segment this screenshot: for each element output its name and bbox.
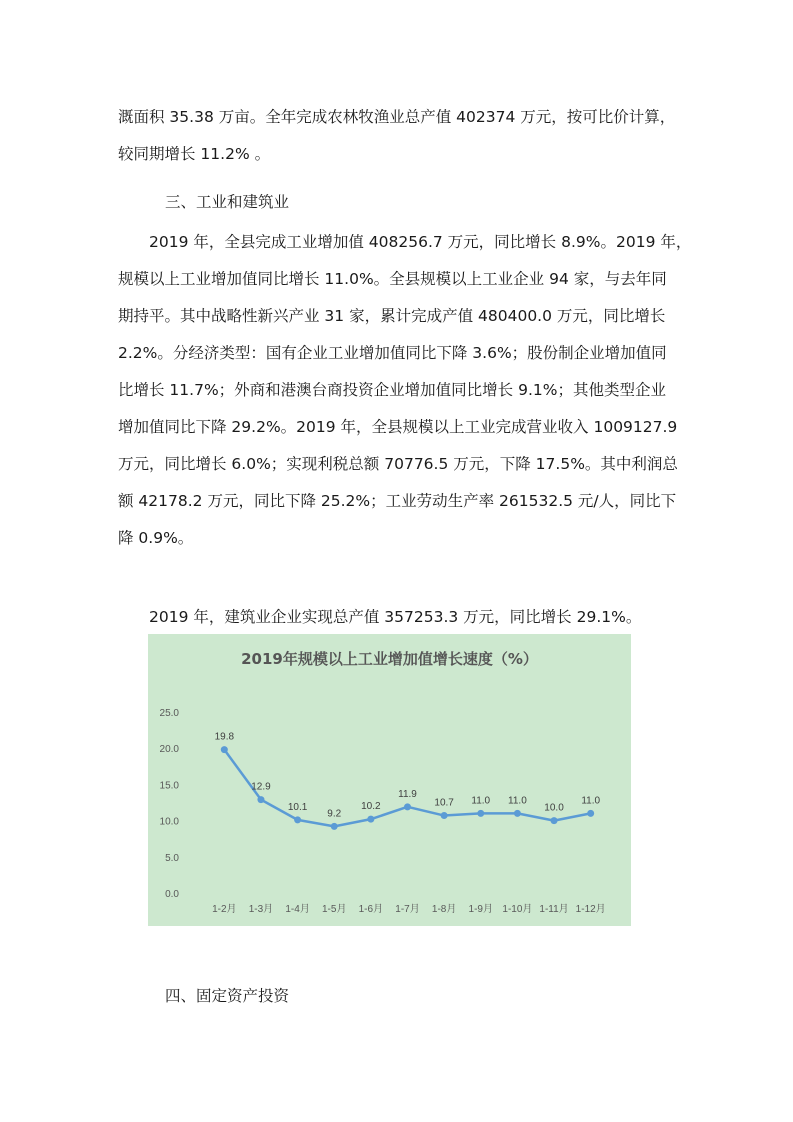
data-point bbox=[257, 796, 264, 803]
data-point bbox=[551, 817, 558, 824]
x-tick-label: 1-3月 bbox=[248, 904, 274, 915]
text-line: 规模以上工业增加值同比增长 11.0%。全县规模以上工业企业 94 家，与去年同 bbox=[118, 270, 667, 288]
data-point bbox=[441, 812, 448, 819]
x-tick-label: 1-2月 bbox=[212, 904, 237, 915]
y-tick-label: 20.0 bbox=[159, 744, 179, 756]
text-line: 溉面积 35.38 万亩。全年完成农林牧渔业总产值 402374 万元，按可比价计算， bbox=[118, 108, 676, 126]
x-tick-label: 1-11月 bbox=[539, 904, 569, 915]
data-label: 10.1 bbox=[287, 801, 308, 813]
text-line: 额 42178.2 万元，同比下降 25.2%；工业劳动生产率 261532.5 元/人，同比下 bbox=[118, 492, 677, 510]
text-line: 比增长 11.7%；外商和港澳台商投资企业增加值同比增长 9.1%；其他类型企业 bbox=[118, 381, 666, 399]
data-label: 10.7 bbox=[434, 797, 454, 809]
data-point bbox=[404, 803, 411, 810]
data-label: 9.2 bbox=[327, 808, 342, 820]
text-line: 2019 年，全县完成工业增加值 408256.7 万元，同比增长 8.9%。2019 年， bbox=[118, 233, 692, 251]
data-point bbox=[294, 816, 301, 823]
paragraph-agriculture bbox=[118, 99, 678, 173]
data-point bbox=[514, 810, 521, 817]
data-label: 12.9 bbox=[251, 781, 271, 793]
text-line: 2.2%。分经济类型：国有企业工业增加值同比下降 3.6%；股份制企业增加值同 bbox=[118, 344, 667, 362]
data-label: 10.2 bbox=[361, 801, 381, 813]
y-tick-label: 0.0 bbox=[165, 889, 179, 900]
x-tick-label: 1-10月 bbox=[502, 904, 533, 915]
text-line: 增加值同比下降 29.2%。2019 年，全县规模以上工业完成营业收入 1009127.9 bbox=[118, 418, 678, 436]
section-heading-industry: 三、工业和建筑业 bbox=[165, 193, 290, 211]
data-point bbox=[221, 746, 228, 753]
data-point bbox=[367, 816, 374, 823]
data-label: 11.9 bbox=[398, 788, 417, 800]
text-line: 较同期增长 11.2% 。 bbox=[118, 145, 271, 163]
paragraph-construction: 2019 年，建筑业企业实现总产值 357253.3 万元，同比增长 29.1%。 bbox=[118, 608, 642, 626]
data-point bbox=[587, 810, 594, 817]
data-label: 11.0 bbox=[581, 795, 601, 807]
line-chart bbox=[148, 634, 631, 926]
paragraph-industry bbox=[118, 224, 692, 557]
x-tick-label: 1-12月 bbox=[575, 904, 606, 915]
text-line: 降 0.9%。 bbox=[118, 529, 194, 547]
x-tick-label: 1-6月 bbox=[358, 904, 384, 915]
x-tick-label: 1-7月 bbox=[395, 904, 420, 915]
data-point bbox=[477, 810, 484, 817]
x-tick-label: 1-9月 bbox=[468, 904, 493, 915]
text-line: 期持平。其中战略性新兴产业 31 家，累计完成产值 480400.0 万元，同比增长 bbox=[118, 307, 666, 325]
x-tick-label: 1-8月 bbox=[431, 904, 457, 915]
data-label: 11.0 bbox=[471, 795, 491, 807]
data-label: 19.8 bbox=[214, 731, 235, 743]
x-tick-label: 1-5月 bbox=[322, 904, 347, 915]
text-line: 万元，同比增长 6.0%；实现利税总额 70776.5 万元，下降 17.5%。其中利润总 bbox=[118, 455, 678, 473]
y-tick-label: 25.0 bbox=[159, 708, 179, 719]
y-tick-label: 10.0 bbox=[159, 816, 179, 828]
data-label: 11.0 bbox=[508, 795, 527, 807]
x-tick-label: 1-4月 bbox=[285, 904, 310, 915]
data-label: 10.0 bbox=[544, 802, 564, 814]
chart-container bbox=[148, 634, 631, 926]
y-tick-label: 15.0 bbox=[159, 780, 179, 792]
data-point bbox=[331, 823, 338, 830]
y-tick-label: 5.0 bbox=[165, 852, 179, 864]
section-heading-fixed-investment: 四、固定资产投资 bbox=[165, 987, 290, 1005]
chart-title: 2019年规模以上工业增加值增长速度（%） bbox=[241, 650, 538, 668]
